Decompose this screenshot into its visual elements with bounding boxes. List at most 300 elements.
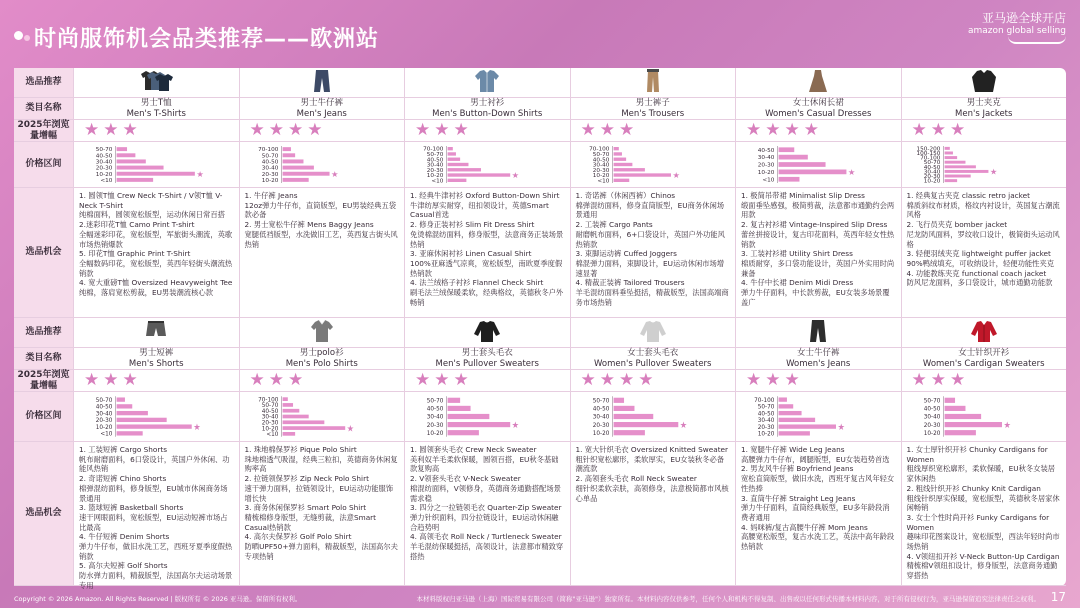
- price-bar: [448, 158, 461, 161]
- opportunity-line: 4. 妈咪裤/复古高腰牛仔裤 Mom Jeans: [741, 522, 868, 532]
- opportunity-line: 3. 四分之一拉链领毛衣 Quarter-Zip Sweater: [410, 503, 562, 513]
- category-name-en: Women's Cardigan Sweaters: [922, 358, 1045, 369]
- price-tick-label: 40-50: [426, 157, 444, 164]
- opportunity-line: 美利奴羊毛柔软保暖，圆领百搭，EU秋冬基础款复购高: [410, 454, 559, 474]
- price-range-chart: [78, 144, 235, 185]
- opportunity-line: 纯棉，落肩宽松剪裁，EU男装潮流核心款: [79, 288, 213, 298]
- price-tick-label: 10-20: [757, 169, 775, 176]
- price-tick-label: 40-50: [592, 405, 609, 413]
- price-bar: [448, 163, 469, 166]
- peak-star-icon: ★: [346, 424, 354, 435]
- growth-star-icon: ★: [911, 370, 927, 390]
- price-tick-label: 30-40: [592, 413, 609, 421]
- category-name-cn: 男士短裤: [139, 347, 174, 358]
- opportunity-line: 3. 轻便羽绒夹克 lightweight puffer jacket: [906, 249, 1051, 259]
- price-range-chart: [409, 394, 566, 439]
- price-bar: [944, 406, 965, 411]
- price-tick-label: 70-100: [919, 155, 940, 162]
- opportunity-line: 2.迷彩印花T恤 Camo Print T-shirt: [79, 220, 195, 230]
- price-bar: [779, 162, 826, 167]
- row-pick: [14, 318, 1066, 348]
- price-bar: [944, 175, 970, 178]
- price-tick-label: 70-100: [754, 396, 775, 404]
- price-bar: [779, 431, 810, 435]
- price-tick-label: 20-30: [923, 174, 940, 181]
- price-bar: [613, 422, 678, 427]
- opportunity-line: 粗线厚织宽松廓形，柔软保暖，EU秋冬女装居家休闲热: [906, 464, 1056, 484]
- price-tick-label: <10: [265, 430, 278, 439]
- opportunity-line: 2. 奇诺短裤 Chino Shorts: [79, 474, 167, 484]
- category-name: [736, 348, 902, 369]
- opportunity-line: 高腰宽松版型，复古水洗工艺，英法中高年龄段热销款: [741, 532, 895, 552]
- opportunity-line: 牛津纺厚实耐穿，纽扣领设计，英德Smart Casual首选: [410, 200, 549, 220]
- opportunity-line: 免烫棉混纺面料，修身版型，法意商务正装场景热销: [410, 229, 564, 249]
- price-range-chart: [78, 394, 235, 439]
- opportunity-text: [74, 442, 240, 590]
- category-image: [74, 318, 240, 347]
- price-tick-label: 50-70: [923, 160, 940, 167]
- price-tick-label: 10-20: [426, 429, 444, 438]
- price-tick-label: <10: [100, 430, 113, 438]
- growth-rating: [736, 370, 902, 391]
- opportunity-line: 2. 粗线针织开衫 Chunky Knit Cardigan: [906, 483, 1041, 493]
- price-bar: [282, 409, 299, 413]
- page-header: [0, 0, 1080, 66]
- category-name: [902, 348, 1067, 369]
- category-name-en: Men's Polo Shirts: [285, 358, 358, 369]
- category-name-cn: 男士夹克: [966, 97, 1001, 108]
- price-tick-label: 30-40: [95, 410, 113, 418]
- price-range-chart: [740, 144, 897, 185]
- growth-star-icon: ★: [434, 370, 450, 390]
- disclaimer-text: 本材料版权归亚马逊（上海）国际贸易有限公司（简称"亚马逊"）独家所有。本材料内容仅供参考，任何个人和机构不得复制、出售或以任何形式传播本材料内容，对于所有侵权行为，亚马逊保留追究法律责任之权利。: [416, 595, 1040, 603]
- opportunity-line: 1. 奇诺裤（休闲西裤）Chinos: [575, 191, 676, 200]
- price-tick-label: 50-70: [426, 397, 444, 405]
- opportunity-line: 5. 高尔夫短裤 Golf Shorts: [79, 561, 168, 571]
- growth-star-icon: ★: [288, 370, 304, 390]
- opportunity-line: 细针织柔软亲肤，高领修身，法意极简都市风核心单品: [575, 483, 729, 503]
- price-tick-label: 20-30: [426, 167, 444, 174]
- price-range-cell: [736, 392, 902, 441]
- price-tick-label: <10: [596, 178, 609, 185]
- growth-star-icon: ★: [415, 370, 431, 390]
- price-bar: [117, 147, 127, 151]
- price-bar: [613, 406, 634, 411]
- opportunity-line: 3. 篮球短裤 Basketball Shorts: [79, 503, 184, 513]
- opportunity-line: 粗针织宽松廓形，柔软厚实，EU女装秋冬必备潮流款: [575, 454, 725, 474]
- price-tick-label: 20-30: [757, 162, 775, 169]
- growth-star-icon: ★: [765, 120, 781, 140]
- price-range-chart: [244, 394, 401, 439]
- opportunity-line: 宽松直筒版型，做旧水洗，西班牙复古风年轻女性热捧: [741, 474, 895, 493]
- price-bar: [282, 420, 324, 424]
- opportunity-line: 4. 高领毛衣 Roll Neck / Turtleneck Sweater: [410, 532, 562, 542]
- category-name: [405, 98, 571, 119]
- price-bar: [448, 422, 511, 427]
- price-bar: [448, 406, 471, 411]
- peak-star-icon: ★: [847, 167, 856, 177]
- price-tick-label: 20-30: [95, 165, 113, 172]
- price-bar: [117, 418, 167, 422]
- opportunity-line: 防风尼龙面料，多口袋设计，城市通勤功能款: [906, 278, 1053, 288]
- opportunity-line: 2. 修身正装衬衫 Slim Fit Dress Shirt: [410, 220, 535, 230]
- price-bar: [448, 398, 461, 403]
- opportunity-line: 4. 高尔夫保罗衫 Golf Polo Shirt: [244, 532, 352, 542]
- opportunity-line: 3. 束脚运动裤 Cuffed Joggers: [575, 249, 677, 259]
- opportunity-line: 防晒UPF50+弹力面料，精裁版型，法国高尔夫专项热销: [244, 542, 398, 561]
- price-tick-label: 70-100: [257, 147, 278, 154]
- price-tick-label: 70-100: [423, 146, 444, 153]
- opportunity-line: 2. 男士宽松牛仔裤 Mens Baggy Jeans: [244, 220, 374, 230]
- price-tick-label: 50-70: [757, 403, 775, 411]
- price-tick-label: 50-70: [261, 153, 278, 160]
- copyright-text: Copyright © 2026 Amazon. All Rights Reserved | 版权所有 © 2026 亚马逊。保留所有权利。: [14, 595, 302, 603]
- opportunity-line: 2. 复古衬衫裙 Vintage-Inspired Slip Dress: [741, 220, 888, 230]
- opportunity-line: 粗线针织厚实保暖，宽松版型，英德秋冬居家休闲畅销: [906, 493, 1060, 513]
- price-tick-label: 30-40: [426, 413, 444, 421]
- price-bar: [117, 404, 133, 408]
- price-bar: [944, 147, 949, 150]
- peak-star-icon: ★: [511, 170, 520, 181]
- opportunity-line: 宽腿低裆版型，水洗做旧工艺，英西复古街头风热销: [244, 229, 398, 249]
- opportunity-line: 弹力牛仔布，做旧水洗工艺，西班牙夏季度假热销款: [79, 542, 233, 561]
- opportunity-line: 2. 男友风牛仔裤 Boyfriend Jeans: [741, 464, 854, 474]
- opportunity-line: 4. 牛仔短裤 Denim Shorts: [79, 532, 170, 542]
- row-label-price: 价格区间: [14, 392, 74, 441]
- price-range-chart: [409, 144, 566, 185]
- row-label-pick: 选品推荐: [14, 68, 74, 97]
- opportunity-line: 耐磨帆布面料，6+口袋设计，英国户外功能风热销款: [575, 229, 725, 249]
- price-bar: [944, 430, 975, 435]
- growth-star-icon: ★: [784, 120, 800, 140]
- opportunity-line: 棉混纺面料，V领修身，英德商务通勤搭配场景需求稳: [410, 483, 561, 503]
- opportunity-text: [571, 188, 737, 317]
- category-name: [74, 98, 240, 119]
- growth-star-icon: ★: [249, 370, 265, 390]
- growth-rating: [405, 370, 571, 391]
- sweater-icon: [468, 318, 506, 348]
- price-tick-label: 30-40: [95, 159, 113, 166]
- brand-cn: 亚马逊全球开店: [981, 11, 1066, 25]
- price-tick-label: 40-50: [95, 403, 113, 411]
- growth-star-icon: ★: [950, 120, 966, 140]
- row-label-price: 价格区间: [14, 142, 74, 187]
- row-growth: [14, 370, 1066, 392]
- opportunity-text: [902, 442, 1067, 585]
- peak-star-icon: ★: [671, 170, 680, 181]
- category-name-en: Men's T-Shirts: [126, 108, 186, 119]
- price-range-cell: [240, 142, 406, 187]
- price-tick-label: 40-50: [426, 405, 444, 413]
- opportunity-line: 棉质耐穿，多口袋功能设计，英国户外实用时尚兼备: [741, 258, 895, 278]
- price-tick-label: 30-40: [261, 165, 278, 172]
- opportunity-line: 3. 工装衬衫裙 Utility Shirt Dress: [741, 249, 853, 259]
- opportunity-line: 棉混弹力面料，束脚设计，EU运动休闲市场增速显著: [575, 258, 725, 278]
- row-label-growth: 2025年浏览量增幅: [14, 370, 74, 391]
- category-name-en: Women's Jeans: [786, 358, 851, 369]
- price-tick-label: 30-40: [261, 413, 278, 421]
- opportunity-line: 3. 女士个性时尚开衫 Funky Cardigans for Women: [906, 512, 1050, 532]
- price-tick-label: 50-70: [95, 396, 113, 404]
- price-tick-label: 150-200: [916, 146, 940, 153]
- price-range-chart: [244, 144, 401, 185]
- price-bar: [779, 404, 794, 408]
- opportunity-line: 4. 功能教练夹克 functional coach jacket: [906, 268, 1047, 278]
- growth-star-icon: ★: [950, 370, 966, 390]
- shirt-icon: [468, 68, 506, 98]
- row-opportunity: [14, 188, 1066, 318]
- price-bar: [282, 159, 303, 163]
- growth-rating: [240, 120, 406, 141]
- sweater-icon: [634, 318, 672, 348]
- category-name-en: Men's Trousers: [621, 108, 685, 119]
- opportunity-line: 90%鸭绒填充，可收纳设计，轻便功能性夹克: [906, 258, 1055, 268]
- opportunity-line: 弹力牛仔面料，中长款剪裁，EU女装多场景覆盖广: [741, 288, 890, 307]
- price-tick-label: 40-50: [592, 157, 609, 164]
- peak-star-icon: ★: [511, 420, 520, 432]
- price-tick-label: 50-70: [426, 152, 444, 158]
- price-bar: [448, 179, 467, 182]
- category-name-en: Men's Shorts: [128, 358, 184, 369]
- price-bar: [282, 178, 308, 182]
- row-opportunity: [14, 442, 1066, 590]
- price-tick-label: 20-30: [592, 421, 609, 429]
- growth-star-icon: ★: [434, 120, 450, 140]
- opportunity-line: 3. 商务休闲保罗衫 Smart Polo Shirt: [244, 503, 367, 513]
- growth-star-icon: ★: [84, 370, 100, 390]
- price-range-chart: [906, 144, 1063, 185]
- price-tick-label: 70-100: [257, 396, 278, 404]
- opportunity-line: 刷毛法兰绒保暖柔软，经典格纹，英德秋冬户外畅销: [410, 288, 564, 307]
- price-bar: [613, 152, 621, 155]
- row-category: [14, 348, 1066, 370]
- price-tick-label: 20-30: [923, 421, 940, 429]
- price-range-cell: [902, 392, 1067, 441]
- growth-star-icon: ★: [268, 370, 284, 390]
- price-bar: [282, 166, 313, 170]
- peak-star-icon: ★: [330, 168, 339, 179]
- page-title: 时尚服饰机会品类推荐——欧洲站: [34, 27, 380, 52]
- opportunity-line: 2. 工装裤 Cargo Pants: [575, 220, 653, 230]
- price-bar: [282, 147, 290, 151]
- row-price: [14, 142, 1066, 188]
- category-image: [74, 68, 240, 97]
- category-name: [240, 348, 406, 369]
- price-tick-label: 50-70: [95, 147, 113, 154]
- category-name-cn: 男士衬衫: [470, 97, 505, 108]
- opportunity-line: 弹力牛仔面料，直筒经典版型，EU多年龄段消费者通用: [741, 503, 890, 522]
- opportunity-line: 高腰弹力牛仔布，阔腿版型，EU女装趋势首选: [741, 454, 890, 464]
- opportunity-line: 尼龙防风面料，罗纹收口设计，极简街头运动风格: [906, 229, 1060, 249]
- opportunity-line: 棉质斜纹布材质，格纹内衬设计，英国复古潮流风格: [906, 200, 1060, 220]
- growth-rating: [74, 370, 240, 391]
- category-name-cn: 男士套头毛衣: [461, 347, 513, 358]
- price-tick-label: 40-50: [261, 407, 278, 416]
- growth-star-icon: ★: [619, 120, 635, 140]
- category-name-en: Men's Pullover Sweaters: [435, 358, 539, 369]
- price-bar: [944, 161, 965, 164]
- opportunity-line: 1. 宽腿牛仔裤 Wide Leg Jeans: [741, 445, 845, 454]
- price-bar: [117, 159, 146, 163]
- price-tick-label: 20-30: [426, 421, 444, 429]
- price-bar: [448, 168, 481, 171]
- price-tick-label: <10: [762, 177, 775, 184]
- price-bar: [613, 398, 623, 403]
- price-tick-label: 50-70: [592, 152, 609, 158]
- category-name: [736, 98, 902, 119]
- growth-star-icon: ★: [746, 120, 762, 140]
- growth-rating: [902, 370, 1067, 391]
- price-tick-label: 20-30: [261, 171, 278, 178]
- growth-star-icon: ★: [415, 120, 431, 140]
- opportunity-line: 2. 飞行员夹克 bomber jacket: [906, 220, 1008, 230]
- category-name-en: Men's Jackets: [955, 108, 1013, 119]
- peak-star-icon: ★: [196, 168, 204, 179]
- price-tick-label: 10-20: [592, 173, 609, 180]
- price-bar: [779, 147, 795, 152]
- price-bar: [117, 166, 164, 170]
- opportunity-line: 1. 宽大针织毛衣 Oversized Knitted Sweater: [575, 445, 729, 454]
- price-tick-label: 10-20: [261, 177, 278, 184]
- growth-star-icon: ★: [930, 120, 946, 140]
- category-name: [902, 98, 1067, 119]
- growth-star-icon: ★: [453, 120, 469, 140]
- growth-rating: [736, 120, 902, 141]
- price-tick-label: 10-20: [757, 430, 775, 438]
- price-bar: [944, 422, 1001, 427]
- growth-rating: [571, 120, 737, 141]
- price-bar: [448, 414, 490, 419]
- category-name-en: Men's Jeans: [296, 108, 347, 119]
- price-bar: [779, 411, 802, 415]
- opportunity-line: 2. V领套头毛衣 V-Neck Sweater: [410, 474, 521, 484]
- price-bar: [448, 430, 479, 435]
- row-label-pick: 选品推荐: [14, 318, 74, 347]
- opportunity-text: [736, 442, 902, 585]
- opportunity-line: 防水弹力面料，精裁版型，法国高尔夫运动场景专用: [79, 571, 233, 590]
- price-tick-label: 50-70: [261, 401, 278, 410]
- growth-star-icon: ★: [268, 120, 284, 140]
- growth-star-icon: ★: [580, 120, 596, 140]
- price-tick-label: 40-50: [757, 147, 775, 154]
- category-name-cn: 男士裤子: [635, 97, 670, 108]
- opportunity-line: 5. 印花T恤 Graphic Print T-Shirt: [79, 249, 191, 259]
- opportunity-line: 3. 直筒牛仔裤 Straight Leg Jeans: [741, 493, 856, 503]
- price-tick-label: <10: [431, 178, 444, 185]
- opportunity-line: 1. 女士厚针织开衫 Chunky Cardigans for Women: [906, 445, 1048, 464]
- peak-star-icon: ★: [989, 166, 997, 177]
- growth-star-icon: ★: [765, 370, 781, 390]
- opportunity-line: 棉弹混纺面料，修身直筒版型，EU商务休闲场景通用: [575, 200, 725, 220]
- opportunity-text: [74, 188, 240, 317]
- category-name-cn: 男士polo衫: [299, 347, 344, 358]
- price-bar: [117, 411, 148, 415]
- growth-rating: [74, 120, 240, 141]
- price-bar: [944, 398, 954, 403]
- decor-dot-2: [24, 35, 30, 41]
- price-bar: [613, 414, 653, 419]
- opportunity-text: [405, 188, 571, 317]
- price-bar: [944, 151, 952, 154]
- growth-star-icon: ★: [103, 120, 119, 140]
- jeans-icon: [303, 68, 341, 98]
- price-range-chart: [575, 144, 732, 185]
- page-number: 17: [1050, 590, 1066, 604]
- price-tick-label: 10-20: [95, 171, 113, 178]
- price-range-chart: [906, 394, 1063, 439]
- opportunity-line: 珠地棉透气吸湿，经典三粒扣，英德商务休闲复购率高: [244, 454, 398, 474]
- category-name-cn: 男士牛仔裤: [300, 97, 343, 108]
- opportunity-line: 12oz弹力牛仔布，直筒版型，EU男装经典五袋款必备: [244, 200, 397, 220]
- row-label-opportunity: 选品机会: [14, 442, 74, 585]
- opportunity-line: 速干弹力面料，拉链领设计，EU运动功能服饰增长快: [244, 483, 394, 503]
- category-name: [571, 348, 737, 369]
- peak-star-icon: ★: [193, 422, 201, 434]
- growth-star-icon: ★: [638, 370, 654, 390]
- growth-star-icon: ★: [307, 120, 323, 140]
- opportunity-text: [240, 188, 406, 317]
- page-footer: [0, 588, 1080, 608]
- row-label-category: 类目名称: [14, 98, 74, 119]
- opportunity-line: 纯棉面料，圆领宽松版型，运动休闲日常百搭: [79, 210, 225, 220]
- category-name-cn: 男士T恤: [140, 97, 172, 108]
- category-name: [240, 98, 406, 119]
- amazon-smile-icon: [1008, 36, 1066, 44]
- row-price: [14, 392, 1066, 442]
- growth-star-icon: ★: [746, 370, 762, 390]
- category-name-cn: 女士针织开衫: [958, 347, 1010, 358]
- price-tick-label: <10: [100, 177, 113, 184]
- growth-star-icon: ★: [930, 370, 946, 390]
- brand-en: amazon global selling: [967, 25, 1066, 36]
- growth-rating: [405, 120, 571, 141]
- category-name: [405, 348, 571, 369]
- row-growth: [14, 120, 1066, 142]
- opportunity-line: 1. 圆领T恤 Crew Neck T-Shirt / V领T恤 V-Neck T-Shirt: [79, 191, 223, 210]
- category-image: [902, 318, 1067, 347]
- shorts-icon: [137, 318, 175, 348]
- category-name-cn: 女士套头毛衣: [627, 347, 679, 358]
- category-image: [405, 318, 571, 347]
- opportunity-line: 4. 宽大重磅T恤 Oversized Heavyweight Tee: [79, 278, 233, 288]
- category-name-cn: 女士牛仔裤: [796, 347, 840, 358]
- opportunity-line: 羊毛混纺面料垂坠挺括，精裁版型，法国高端商务市场热销: [575, 288, 729, 307]
- price-range-cell: [74, 142, 240, 187]
- price-bar: [944, 170, 988, 173]
- opportunity-text: [240, 442, 406, 585]
- row-category: [14, 98, 1066, 120]
- row-label-opportunity: 选品机会: [14, 188, 74, 317]
- price-bar: [282, 153, 295, 157]
- opportunity-line: 1. 工装短裤 Cargo Shorts: [79, 445, 168, 454]
- jacket-icon: [965, 68, 1003, 98]
- price-bar: [944, 165, 975, 168]
- price-bar: [613, 147, 618, 150]
- opportunity-line: 4. 精裁正装裤 Tailored Trousers: [575, 278, 685, 288]
- price-tick-label: 10-20: [261, 425, 278, 433]
- price-bar: [282, 397, 287, 401]
- opportunity-line: 精梳棉修身版型，无缝剪裁，法意Smart Casual热销款: [244, 512, 377, 532]
- growth-star-icon: ★: [453, 370, 469, 390]
- price-tick-label: 10-20: [426, 173, 444, 180]
- price-range-cell: [571, 142, 737, 187]
- price-bar: [282, 403, 292, 407]
- decor-dot-1: [14, 31, 23, 40]
- price-range-cell: [240, 392, 406, 441]
- opportunity-line: 精梳棉V领纽扣设计，修身版型，法意商务通勤穿搭热: [906, 561, 1058, 581]
- price-bar: [613, 163, 632, 166]
- opportunity-line: 1. 牛仔裤 Jeans: [244, 191, 298, 200]
